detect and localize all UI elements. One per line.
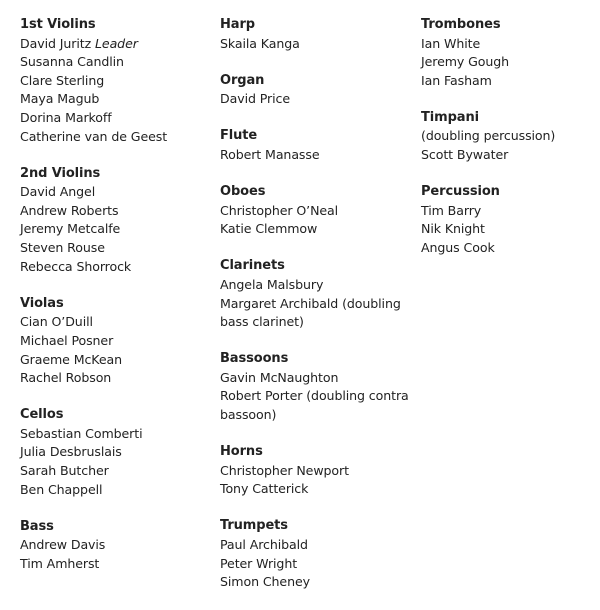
- member-list: [220, 536, 410, 592]
- member-item: [220, 220, 410, 239]
- member-item: [20, 53, 210, 72]
- member-name: Steven Rouse: [20, 240, 105, 256]
- member-item: [20, 481, 210, 500]
- member-list: [20, 536, 210, 573]
- member-name: David Angel: [20, 184, 96, 200]
- member-item: [20, 351, 210, 370]
- member-name: Tim Barry: [421, 202, 482, 218]
- member-name: Christopher Newport: [220, 462, 349, 478]
- member-item: [421, 72, 600, 91]
- member-list: [220, 369, 410, 425]
- member-name: Maya Magub: [20, 91, 100, 107]
- member-name: Robert Manasse: [220, 146, 320, 162]
- member-name: Cian O’Duill: [20, 314, 93, 330]
- member-item: [220, 536, 410, 555]
- section-heading: Bass: [20, 518, 54, 534]
- member-item: [220, 406, 410, 425]
- member-item: [220, 369, 410, 388]
- member-name: Sebastian Comberti: [20, 425, 143, 441]
- member-name: Nik Knight: [421, 221, 485, 237]
- member-name: Andrew Roberts: [20, 202, 119, 218]
- member-item: [20, 72, 210, 91]
- member-name: Angus Cook: [421, 239, 495, 255]
- member-item: [421, 239, 600, 258]
- member-item: [20, 220, 210, 239]
- member-list: [20, 425, 210, 499]
- section-1st-violins: [20, 16, 210, 146]
- member-name: bassoon): [220, 407, 277, 422]
- member-item: [20, 109, 210, 128]
- member-name: Paul Archibald: [220, 536, 308, 552]
- roster-column: [220, 16, 410, 610]
- section-heading: Bassoons: [220, 351, 289, 367]
- section-heading: 2nd Violins: [20, 165, 101, 181]
- member-list: [220, 462, 410, 499]
- section-percussion: [421, 183, 600, 257]
- section-bassoons: [220, 350, 410, 424]
- roster-column: [20, 16, 210, 592]
- member-item: [20, 90, 210, 109]
- section-heading: Violas: [20, 295, 64, 311]
- member-name: (doubling percussion): [421, 128, 556, 144]
- member-item: [421, 53, 600, 72]
- member-item: [220, 35, 410, 54]
- member-name: Skaila Kanga: [220, 35, 300, 51]
- section-timpani: [421, 109, 600, 165]
- member-item: [20, 425, 210, 444]
- section-bass: [20, 518, 210, 574]
- member-item: [20, 35, 210, 54]
- member-name: Julia Desbruslais: [20, 444, 122, 460]
- member-item: [20, 202, 210, 221]
- member-name: Christopher O’Neal: [220, 202, 339, 218]
- member-name: Ben Chappell: [20, 481, 103, 497]
- roster-column: [421, 16, 600, 276]
- member-name: David Juritz: [20, 35, 92, 51]
- section-heading: Organ: [220, 72, 265, 88]
- member-name: bass clarinet): [220, 314, 304, 330]
- member-name: Tim Amherst: [20, 555, 100, 571]
- member-name: Scott Bywater: [421, 147, 509, 163]
- member-name: Simon Cheney: [220, 574, 310, 590]
- member-name: Ian White: [421, 35, 481, 51]
- member-item: [421, 220, 600, 239]
- section-cellos: [20, 406, 210, 499]
- member-item: [220, 202, 410, 221]
- member-name: Katie Clemmow: [220, 221, 318, 237]
- member-name: Andrew Davis: [20, 537, 106, 553]
- member-list: [421, 202, 600, 258]
- member-item: [20, 313, 210, 332]
- member-item: [220, 313, 410, 332]
- member-list: [220, 202, 410, 239]
- member-name: Ian Fasham: [421, 72, 492, 88]
- member-list: [220, 146, 410, 165]
- member-name: Dorina Markoff: [20, 109, 112, 125]
- section-heading: Cellos: [20, 407, 64, 423]
- section-heading: Harp: [220, 17, 255, 32]
- member-item: [220, 573, 410, 592]
- member-list: [20, 313, 210, 387]
- section-trombones: [421, 16, 600, 90]
- section-flute: [220, 127, 410, 164]
- member-name: Clare Sterling: [20, 72, 105, 88]
- member-name: Jeremy Metcalfe: [20, 221, 121, 237]
- member-item: [220, 295, 410, 314]
- member-list: [421, 127, 600, 164]
- section-heading: Horns: [220, 444, 263, 460]
- member-list: [220, 90, 410, 109]
- member-name: Gavin McNaughton: [220, 369, 339, 385]
- member-name: David Price: [220, 91, 290, 107]
- member-item: [20, 555, 210, 574]
- section-heading: Trumpets: [220, 518, 288, 534]
- member-item: [220, 146, 410, 165]
- member-name: Jeremy Gough: [421, 54, 510, 70]
- section-2nd-violins: [20, 165, 210, 277]
- member-item: [220, 555, 410, 574]
- section-heading: Oboes: [220, 184, 266, 200]
- member-item: [20, 443, 210, 462]
- section-horns: [220, 443, 410, 499]
- member-item: [20, 332, 210, 351]
- member-name: Sarah Butcher: [20, 462, 109, 478]
- member-item: [421, 202, 600, 221]
- member-item: [220, 462, 410, 481]
- member-item: [220, 90, 410, 109]
- member-item: [220, 480, 410, 499]
- member-item: [220, 387, 410, 406]
- member-name: Tony Catterick: [220, 481, 309, 497]
- section-heading: Trombones: [421, 17, 501, 32]
- member-item: [20, 462, 210, 481]
- member-item: [20, 258, 210, 277]
- member-name: Peter Wright: [220, 555, 298, 571]
- member-item: [20, 128, 210, 147]
- member-item: [20, 183, 210, 202]
- section-organ: [220, 72, 410, 109]
- section-heading: Timpani: [421, 109, 479, 125]
- section-harp: [220, 16, 410, 53]
- section-trumpets: [220, 517, 410, 591]
- section-heading: Flute: [220, 128, 258, 144]
- section-heading: 1st Violins: [20, 17, 96, 32]
- member-item: [220, 276, 410, 295]
- member-name: Robert Porter (doubling contra: [220, 388, 409, 404]
- member-name: Graeme McKean: [20, 351, 122, 367]
- section-heading: Clarinets: [220, 258, 285, 274]
- member-item: [421, 127, 600, 146]
- member-item: [20, 536, 210, 555]
- member-name: Rachel Robson: [20, 370, 112, 386]
- section-heading: Percussion: [421, 184, 500, 200]
- member-list: [20, 35, 210, 147]
- member-name: Susanna Candlin: [20, 54, 124, 70]
- member-list: [220, 276, 410, 332]
- member-name: Angela Malsbury: [220, 276, 324, 292]
- member-name: Michael Posner: [20, 332, 114, 348]
- member-item: [421, 35, 600, 54]
- member-name: Rebecca Shorrock: [20, 258, 132, 274]
- member-list: [220, 35, 410, 54]
- member-list: [20, 183, 210, 276]
- member-item: [20, 369, 210, 388]
- member-item: [421, 146, 600, 165]
- section-violas: [20, 295, 210, 388]
- member-item: [20, 239, 210, 258]
- member-list: [421, 35, 600, 91]
- member-role-note: Leader: [95, 35, 138, 51]
- section-oboes: [220, 183, 410, 239]
- member-name: Margaret Archibald (doubling: [220, 295, 401, 311]
- section-clarinets: [220, 257, 410, 331]
- member-name: Catherine van de Geest: [20, 128, 168, 144]
